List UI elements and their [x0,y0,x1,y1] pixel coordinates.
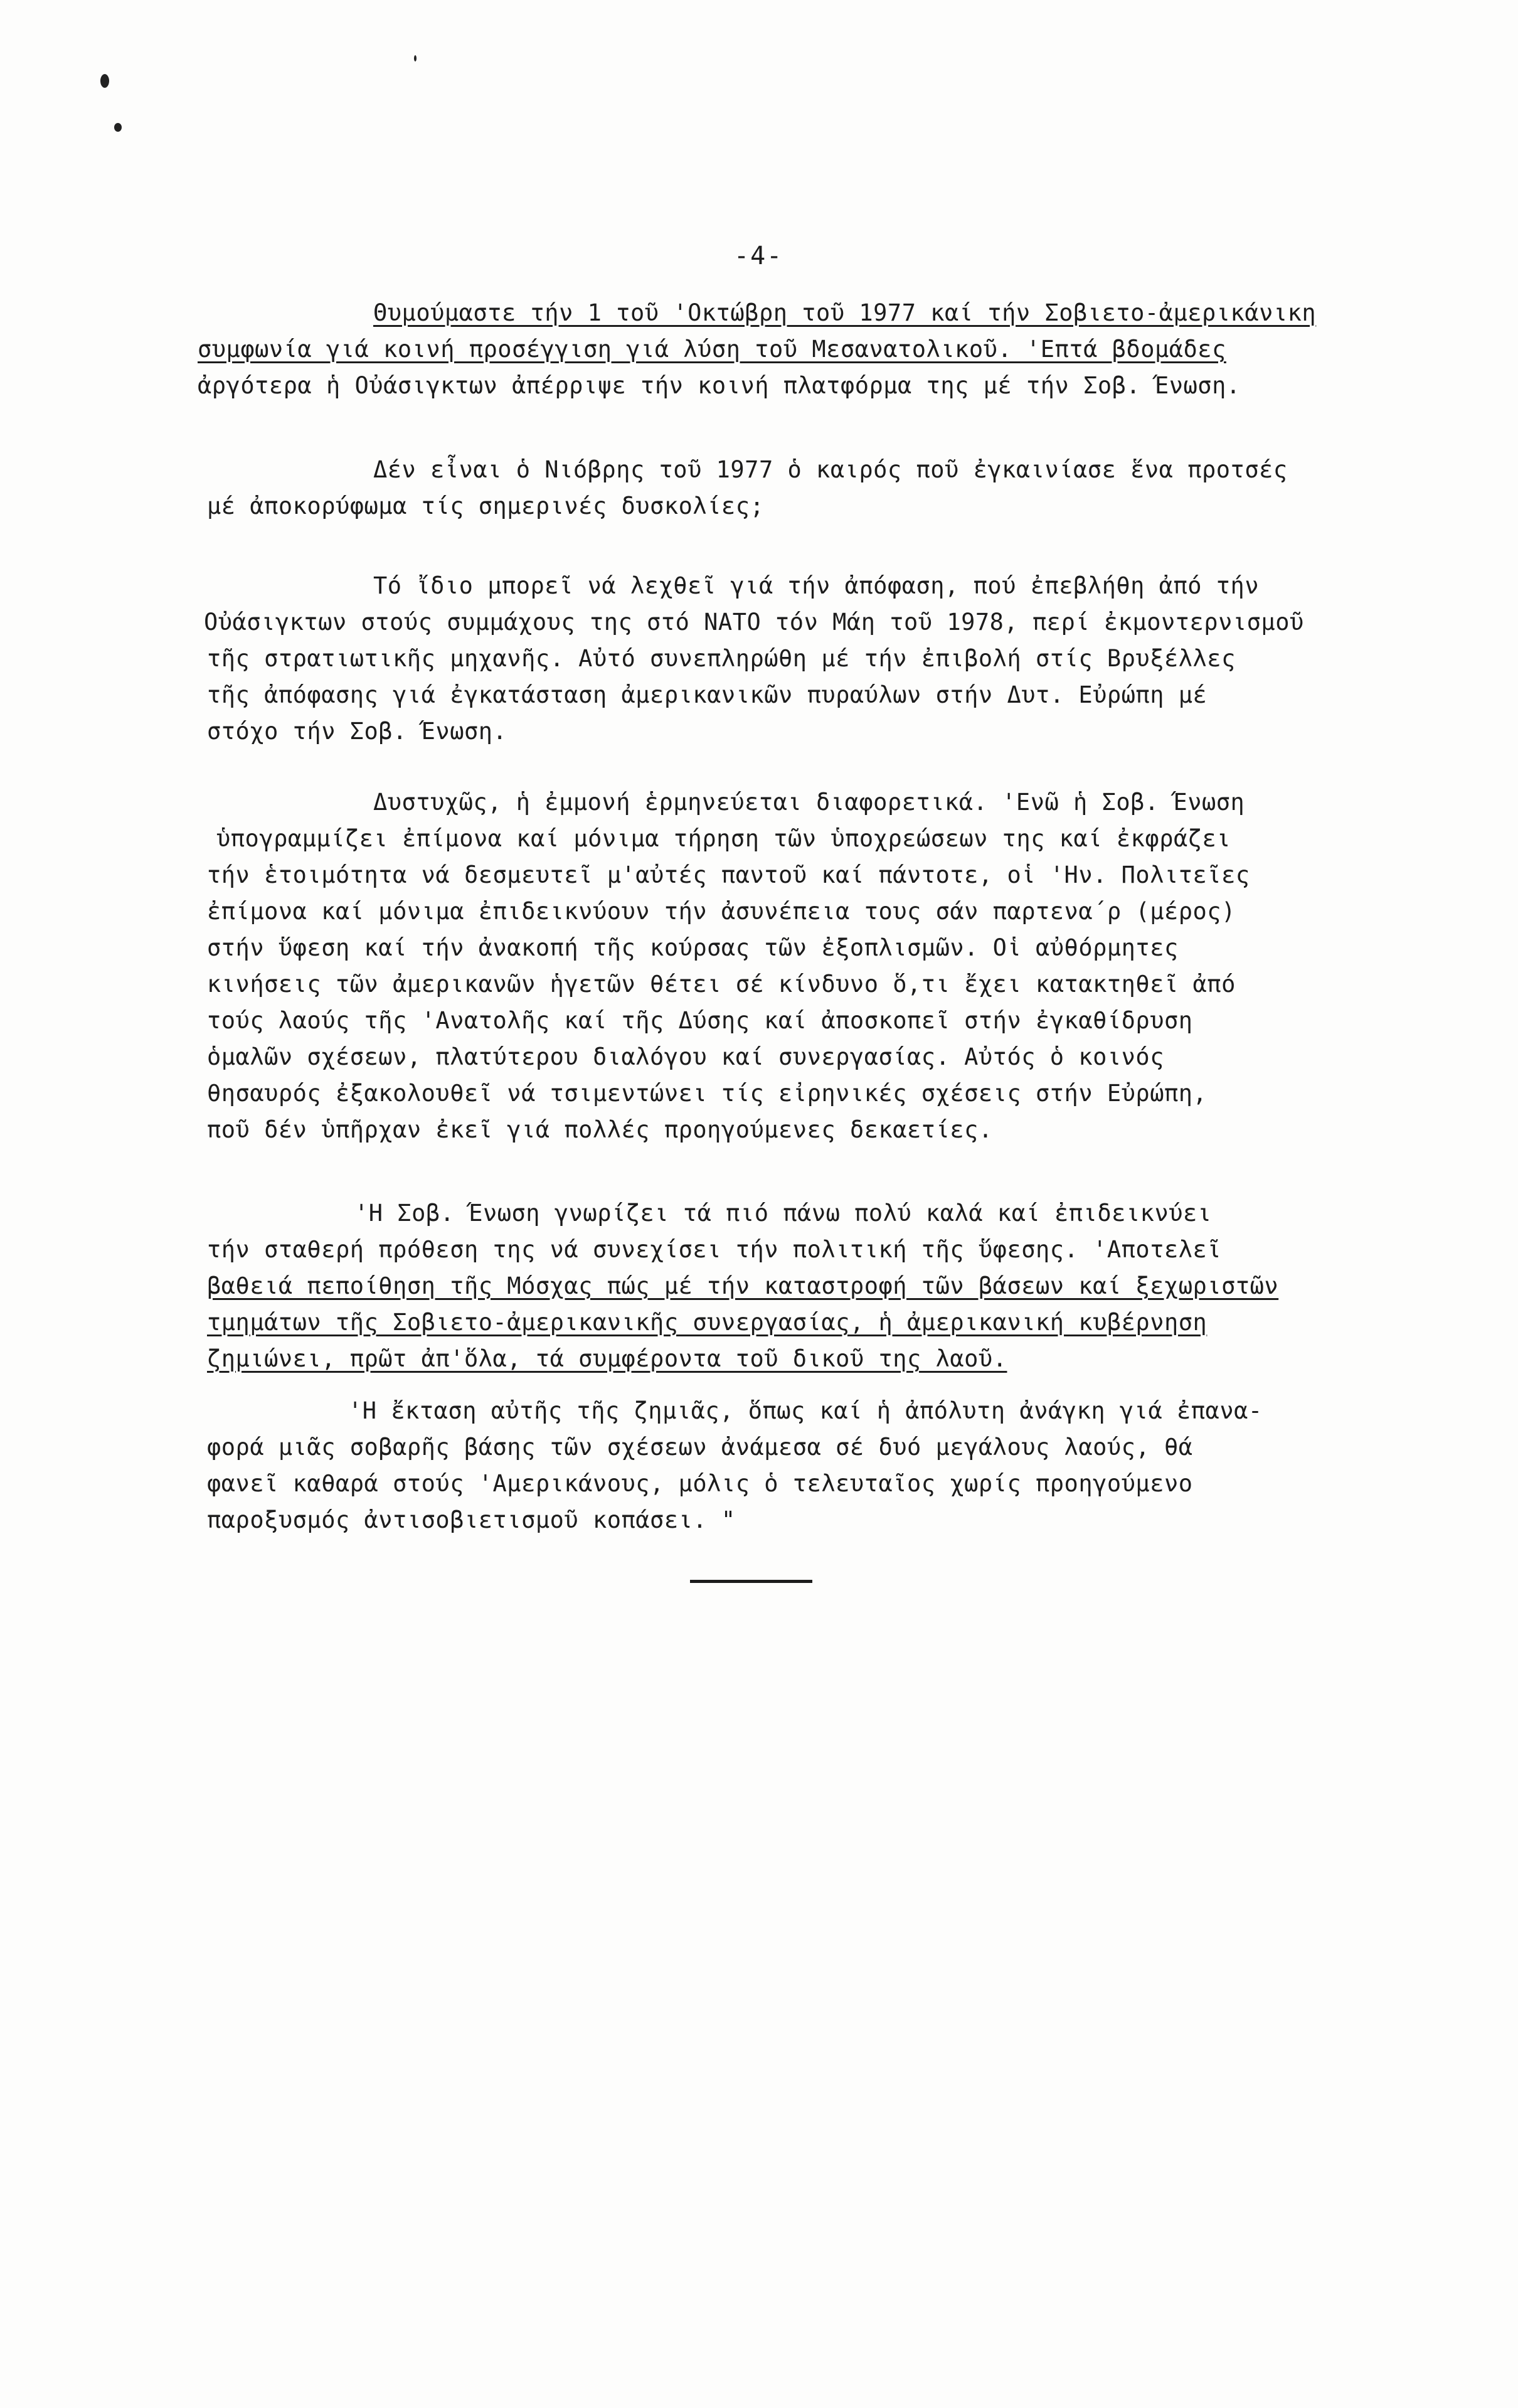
paragraph-5 [207,1195,1279,1377]
paragraph-line: ὁμαλῶν σχέσεων, πλατύτερου διαλόγου καί συνεργασίας. Αὐτός ὁ κοινός [207,1043,1164,1070]
paragraph-line: τμημάτων τῆς Σοβιετο-ἀμερικανικῆς συνεργασίας, ἡ ἀμερικανική κυβέρνηση [207,1309,1208,1336]
paragraph-line: φορά μιᾶς σοβαρῆς βάσης τῶν σχέσεων ἀνάμεσα σέ δυό μεγάλους λαούς, θά [207,1434,1193,1461]
scan-mark [414,55,417,61]
paragraph-line: θησαυρός ἐξακολουθεῖ νά τσιμεντώνει τίς εἰρηνικές σχέσεις στήν Εὐρώπη, [207,1080,1208,1107]
paragraph-line: ὑπογραμμίζει ἐπίμονα καί μόνιμα τήρηση τῶν ὑποχρεώσεων της καί ἐκφράζει [216,825,1231,852]
paragraph-line: 'Η Σοβ. Ένωση γνωρίζει τά πιό πάνω πολύ καλά καί ἐπιδεικνύει [354,1200,1212,1227]
paragraph-line: ἀργότερα ἡ Οὐάσιγκτων ἀπέρριψε τήν κοινή πλατφόρμα της μέ τήν Σοβ. Ένωση. [198,372,1241,399]
paragraph-line: Δυστυχῶς, ἡ ἐμμονή ἑρμηνεύεται διαφορετικά. 'Ενῶ ἡ Σοβ. Ένωση [373,789,1245,816]
paragraph-line: Θυμούμαστε τήν 1 τοῦ 'Οκτώβρη τοῦ 1977 καί τήν Σοβιετο-ἀμερικάνικη [373,299,1317,326]
paragraph-line: κινήσεις τῶν ἀμερικανῶν ἡγετῶν θέτει σέ κίνδυνο ὅ,τι ἔχει κατακτηθεῖ ἀπό [207,971,1236,998]
paragraph-line: τούς λαούς τῆς 'Ανατολῆς καί τῆς Δύσης καί ἀποσκοπεῖ στήν ἐγκαθίδρυση [207,1007,1193,1034]
paragraph-line: στόχο τήν Σοβ. Ένωση. [207,718,507,745]
paragraph-line: ζημιώνει, πρῶτ ἀπ'ὅλα, τά συμφέροντα τοῦ δικοῦ της λαοῦ. [207,1345,1007,1372]
paragraph-line: φανεῖ καθαρά στούς 'Αμερικάνους, μόλις ὁ τελευταῖος χωρίς προηγούμενο [207,1470,1193,1497]
scan-mark [114,123,122,132]
paragraph-line: Οὐάσιγκτων στούς συμμάχους της στό ΝΑΤΟ τόν Μάη τοῦ 1978, περί ἐκμοντερνισμοῦ [204,609,1304,636]
paragraph-line: Δέν εἶναι ὁ Νιόβρης τοῦ 1977 ὁ καιρός ποῦ ἐγκαινίασε ἕνα προτσές [373,456,1288,483]
paragraph-line: βαθειά πεποίθηση τῆς Μόσχας πώς μέ τήν καταστροφή τῶν βάσεων καί ξεχωριστῶν [207,1272,1279,1299]
page-number: -4- [734,242,783,270]
paragraph-line: Τό ἴδιο μπορεῖ νά λεχθεῖ γιά τήν ἀπόφαση, πού ἐπεβλήθη ἀπό τήν [373,572,1260,599]
paragraph-line: 'Η ἔκταση αὐτῆς τῆς ζημιᾶς, ὅπως καί ἡ ἀπόλυτη ἀνάγκη γιά ἐπανα- [348,1397,1263,1424]
paragraph-line: ἐπίμονα καί μόνιμα ἐπιδεικνύουν τήν ἀσυνέπεια τους σάν παρτενα΄ρ (μέρος) [207,898,1236,925]
paragraph-line: παροξυσμός ἀντισοβιετισμοῦ κοπάσει. " [207,1506,736,1533]
paragraph-4 [207,784,1250,1148]
paragraph-1 [198,295,1317,404]
paragraph-3 [204,568,1304,750]
paragraph-2 [207,452,1288,525]
paragraph-line: στήν ὕφεση καί τήν ἀνακοπή τῆς κούρσας τῶν ἐξοπλισμῶν. Οἱ αὐθόρμητες [207,934,1179,961]
scan-mark [100,74,109,88]
paragraph-line: συμφωνία γιά κοινή προσέγγιση γιά λύση τοῦ Μεσανατολικοῦ. 'Επτά βδομάδες [198,336,1226,363]
paragraph-line: τῆς ἀπόφασης γιά ἐγκατάσταση ἀμερικανικῶν πυραύλων στήν Δυτ. Εὐρώπη μέ [207,681,1208,708]
closing-rule [690,1580,812,1583]
paragraph-line: ποῦ δέν ὑπῆρχαν ἐκεῖ γιά πολλές προηγούμενες δεκαετίες. [207,1116,993,1143]
paragraph-line: τήν ἑτοιμότητα νά δεσμευτεῖ μ'αὐτές παντοῦ καί πάντοτε, οἱ 'Ην. Πολιτεῖες [207,861,1250,888]
paragraph-line: τῆς στρατιωτικῆς μηχανῆς. Αὐτό συνεπληρώθη μέ τήν ἐπιβολή στίς Βρυξέλλες [207,645,1236,672]
paragraph-6 [207,1393,1263,1538]
paragraph-line: μέ ἀποκορύφωμα τίς σημερινές δυσκολίες; [207,493,765,519]
paragraph-line: τήν σταθερή πρόθεση της νά συνεχίσει τήν πολιτική τῆς ὕφεσης. 'Αποτελεῖ [207,1236,1222,1263]
